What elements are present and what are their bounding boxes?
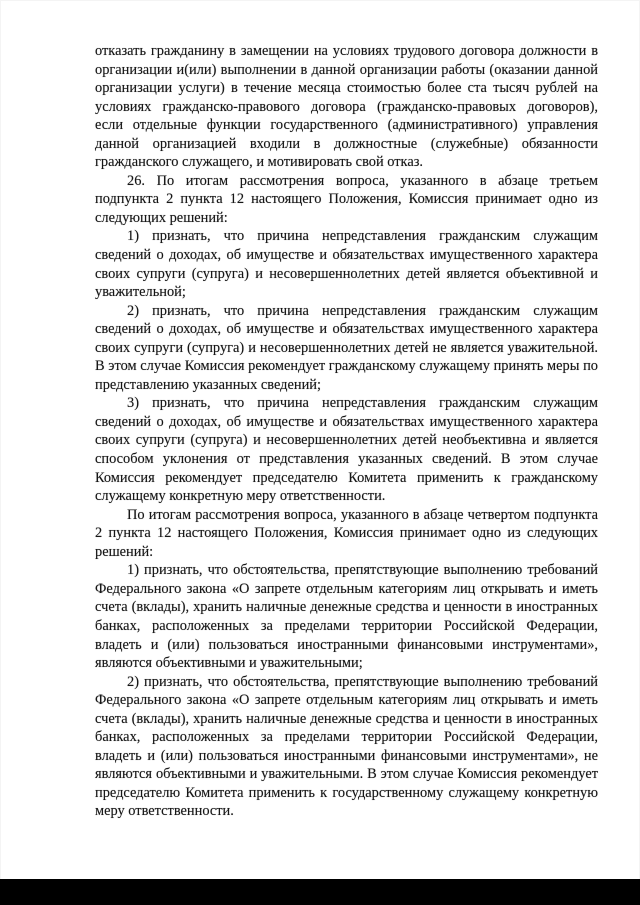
paragraph-26-item-1: 1) признать, что причина непредставления гражданским служащим сведений о доходах, об имуществе и обязательствах имущественного характера своих супруги (супруга) и несовершеннолетних детей является объективной и уважительной;	[95, 228, 598, 301]
paragraph-26-item-3: 3) признать, что причина непредставления гражданским служащим сведений о доходах, об имуществе и обязательствах имущественного характера своих супруги (супруга) и несовершеннолетних детей необъективна и является способом уклонения от представления указанных сведений. В этом случае Комиссия рекомендует председателю Комитета применить к гражданскому служащему конкретную меру ответственности.	[95, 395, 598, 505]
paragraph-refusal-continuation: отказать гражданину в замещении на условиях трудового договора должности в организации и(или) выполнении в данной организации работы (оказании данной организации услуги) в течение месяца стоимостью более ста тысяч рублей на условиях гражданско-правового договора (гражданско-правовых договоров), если отдельные функции государственного (административного) управления данной организацией входили в должностные (служебные) обязанности гражданского служащего, и мотивировать свой отказ.	[95, 43, 598, 171]
document-body	[95, 42, 598, 821]
paragraph-foreign-accounts-item-1: 1) признать, что обстоятельства, препятствующие выполнению требований Федерального закона «О запрете отдельным категориям лиц открывать и иметь счета (вклады), хранить наличные денежные средства и ценности в иностранных банках, расположенных за пределами территории Российской Федерации, владеть и (или) пользоваться иностранными финансовыми инструментами», являются объективными и уважительными;	[95, 562, 598, 672]
paragraph-26-intro: 26. По итогам рассмотрения вопроса, указанного в абзаце третьем подпункта 2 пункта 12 настоящего Положения, Комиссия принимает одно из следующих решений:	[95, 172, 598, 226]
paragraph-26-item-2: 2) признать, что причина непредставления гражданским служащим сведений о доходах, об имуществе и обязательствах имущественного характера своих супруги (супруга) и несовершеннолетних детей не является уважительной. В этом случае Комиссия рекомендует гражданскому служащему принять меры по представлению указанных сведений;	[95, 302, 598, 393]
paragraph-foreign-accounts-intro: По итогам рассмотрения вопроса, указанного в абзаце четвертом подпункта 2 пункта 12 настоящего Положения, Комиссия принимает одно из следующих решений:	[95, 506, 598, 560]
scan-bottom-border	[0, 879, 640, 905]
paragraph-foreign-accounts-item-2: 2) признать, что обстоятельства, препятствующие выполнению требований Федерального закона «О запрете отдельным категориям лиц открывать и иметь счета (вклады), хранить наличные денежные средства и ценности в иностранных банках, расположенных за пределами территории Российской Федерации, владеть и (или) пользоваться иностранными финансовыми инструментами», не являются объективными и уважительными. В этом случае Комиссия рекомендует председателю Комитета применить к государственному служащему конкретную меру ответственности.	[95, 673, 598, 820]
